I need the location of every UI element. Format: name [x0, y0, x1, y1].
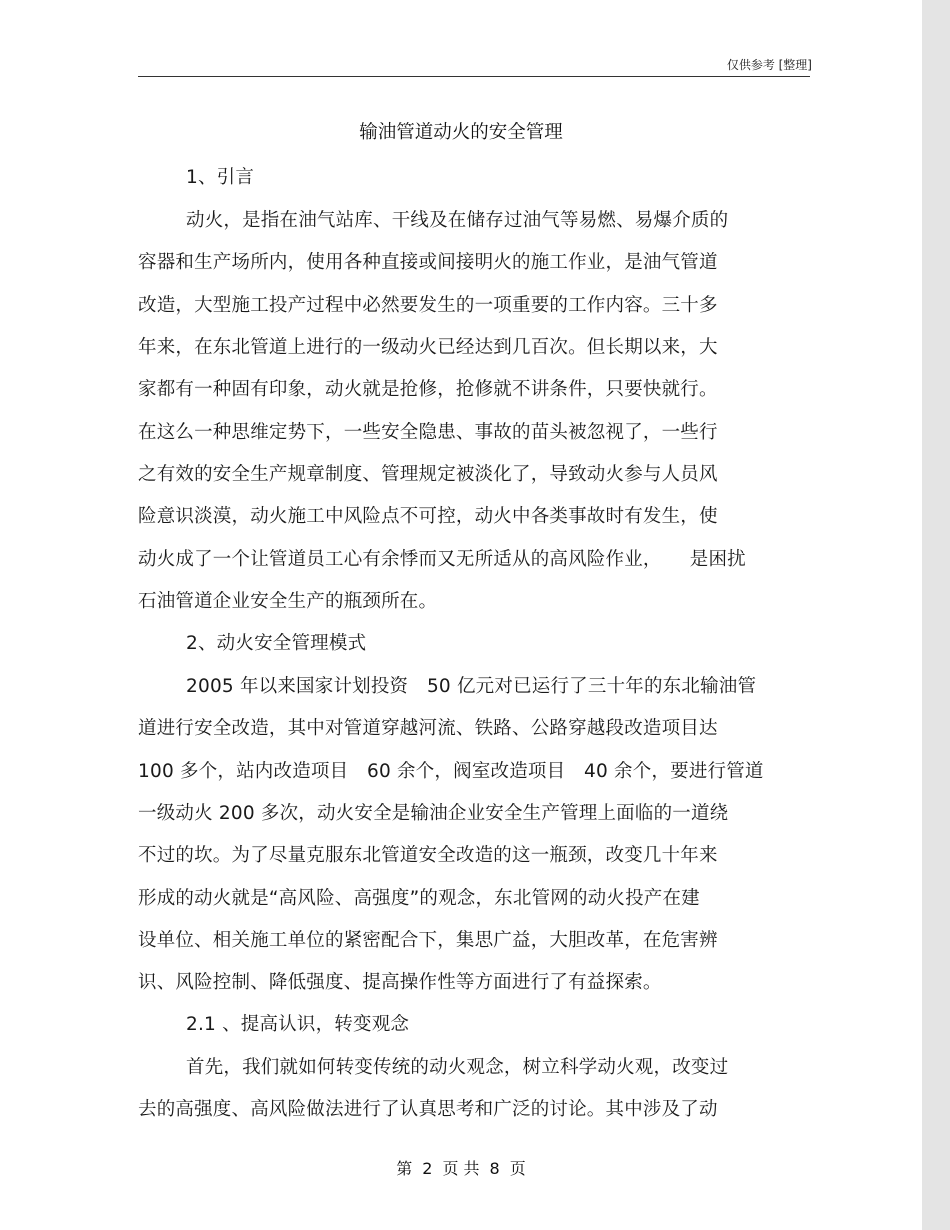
- paragraph-line: 去的高强度、高风险做法进行了认真思考和广泛的讨论。其中涉及了动: [138, 1099, 718, 1120]
- footer-mid: 页 共: [442, 1159, 480, 1178]
- paragraph-line: 改造，大型施工投产过程中必然要发生的一项重要的工作内容。三十多: [138, 295, 718, 316]
- section-heading-2-1: 2.1 、提高认识，转变观念: [186, 1014, 410, 1035]
- paragraph-line: 之有效的安全生产规章制度、管理规定被淡化了，导致动火参与人员风: [138, 464, 718, 485]
- total-pages-number: 8: [489, 1159, 500, 1178]
- paragraph-line: 险意识淡漠，动火施工中风险点不可控，动火中各类事故时有发生，使: [138, 506, 718, 527]
- paragraph-line: 设单位、相关施工单位的紧密配合下，集思广益，大胆改革，在危害辨: [138, 930, 718, 951]
- paragraph-line: 2005 年以来国家计划投资 50 亿元对已运行了三十年的东北输油管: [186, 676, 757, 697]
- paragraph-line: 100 多个，站内改造项目 60 余个，阀室改造项目 40 余个，要进行管道: [138, 761, 764, 782]
- paragraph-line: 不过的坎。为了尽量克服东北管道安全改造的这一瓶颈，改变几十年来: [138, 845, 718, 866]
- paragraph-line: 识、风险控制、降低强度、提高操作性等方面进行了有益探索。: [138, 972, 662, 993]
- paragraph-line: 道进行安全改造，其中对管道穿越河流、铁路、公路穿越段改造项目达: [138, 718, 718, 739]
- paragraph-line: 首先，我们就如何转变传统的动火观念，树立科学动火观，改变过: [186, 1057, 729, 1078]
- current-page-number: 2: [422, 1159, 433, 1178]
- footer-suffix: 页: [509, 1159, 526, 1178]
- document-title: 输油管道动火的安全管理: [359, 122, 563, 143]
- section-heading-1: 1、引言: [186, 167, 255, 188]
- paragraph-line: 石油管道企业安全生产的瓶颈所在。: [138, 591, 438, 612]
- paragraph-line: 动火成了一个让管道员工心有余悸而又无所适从的高风险作业， 是困扰: [138, 549, 746, 570]
- header-note: 仅供参考 [整理]: [726, 58, 812, 72]
- footer-prefix: 第: [396, 1159, 413, 1178]
- paragraph-line: 一级动火 200 多次，动火安全是输油企业安全生产管理上面临的一道绕: [138, 803, 729, 824]
- page-edge-shadow: [922, 0, 950, 1230]
- paragraph-line: 年来，在东北管道上进行的一级动火已经达到几百次。但长期以来，大: [138, 337, 718, 358]
- paragraph-line: 形成的动火就是“高风险、高强度”的观念，东北管网的动火投产在建: [138, 888, 700, 909]
- header-divider: [138, 76, 810, 77]
- paragraph-line: 容器和生产场所内，使用各种直接或间接明火的施工作业，是油气管道: [138, 252, 718, 273]
- paragraph-line: 家都有一种固有印象，动火就是抢修，抢修就不讲条件，只要快就行。: [138, 379, 718, 400]
- paragraph-line: 动火，是指在油气站库、干线及在储存过油气等易燃、易爆介质的: [186, 210, 729, 231]
- section-heading-2: 2、动火安全管理模式: [186, 633, 367, 654]
- page-footer: [0, 1156, 922, 1179]
- paragraph-line: 在这么一种思维定势下，一些安全隐患、事故的苗头被忽视了，一些行: [138, 422, 718, 443]
